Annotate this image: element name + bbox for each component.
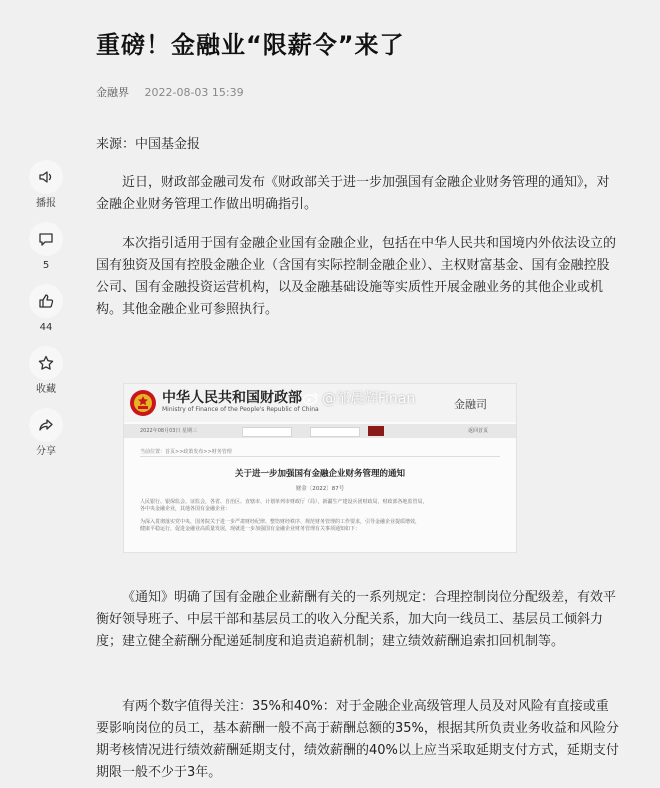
doc-search-box: [242, 427, 292, 437]
doc-breadcrumb: 当前位置：首页>>政策发布>>财务管理: [140, 449, 232, 455]
doc-title: 关于进一步加强国有金融企业财务管理的通知: [234, 469, 405, 479]
comment-icon: [29, 222, 63, 256]
national-emblem-icon: [128, 388, 158, 418]
doc-text-line: 各中央金融企业，其他各国有金融企业：: [140, 506, 231, 512]
paragraph-3: 《通知》明确了国有金融企业薪酬有关的一系列规定：合理控制岗位分配级差，有效平衡好领导班子、中层干部和基层员工的收入分配关系，加大向一线员工、基层员工倾斜力度；建立健全薪酬分配递延制度和追责追薪机制；建立绩效薪酬追索扣回机制等。: [96, 590, 617, 649]
doc-department: 金融司: [454, 398, 487, 411]
like-count: 44: [39, 322, 53, 333]
doc-text-line: 人民银行、银保监会、证监会，各省、自治区、直辖市、计划单列市财政厅（局），新疆生产建设兵团财政局，财政部各地监管局，: [140, 499, 428, 505]
doc-ministry-name-en: Ministry of Finance of the People's Republic of China: [162, 406, 319, 413]
doc-text-line: 健康平稳运行，促进金融业高质量发展，现就进一步加强国有金融企业财务管理有关事项通知如下：: [140, 526, 361, 532]
action-sidebar: [20, 160, 72, 470]
watermark-text: @邹晨辉Finan: [322, 391, 416, 407]
favorite-button[interactable]: [20, 346, 72, 408]
weibo-icon: [302, 391, 320, 405]
like-button[interactable]: [20, 284, 72, 346]
publish-time: 2022-08-03 15:39: [144, 86, 244, 99]
paragraph-4: 有两个数字值得关注：35%和40%：对于金融企业高级管理人员及对风险有直接或重要影响岗位的员工，基本薪酬一般不高于薪酬总额的35%，根据其所负责业务收益和风险分期考核情况进行绩效薪酬延期支付，绩效薪酬的40%以上应当采取延期支付方式，延期支付期限一般不少于3年。: [96, 699, 619, 780]
article-source: 来源：中国基金报: [96, 137, 201, 152]
favorite-label: 收藏: [36, 384, 56, 395]
paragraph-2: 本次指引适用于国有金融企业国有金融企业，包括在中华人民共和国境内外依法设立的国有独资及国有控股金融企业（含国有实际控制金融企业）、主权财富基金、国有金融控股公司、国有金融投资运营机构，以及金融基础设施等实质性开展金融业务的其他企业或机构。其他金融企业可参照执行。: [96, 236, 617, 317]
doc-search-select: [310, 427, 360, 437]
broadcast-label: 播报: [36, 198, 56, 209]
share-button[interactable]: [20, 408, 72, 470]
thumbs-up-icon: [29, 284, 63, 318]
comment-button[interactable]: [20, 222, 72, 284]
doc-search-button: [368, 426, 384, 436]
paragraph-1: 近日，财政部金融司发布《财政部关于进一步加强国有金融企业财务管理的通知》，对金融企业财务管理工作做出明确指引。: [96, 175, 610, 212]
doc-return-home: 返回首页: [468, 428, 489, 434]
speaker-icon: [29, 160, 63, 194]
doc-divider: [140, 456, 500, 457]
comment-count: 5: [42, 260, 50, 271]
broadcast-button[interactable]: [20, 160, 72, 222]
doc-number: 财金〔2022〕87号: [295, 486, 345, 492]
star-icon: [29, 346, 63, 380]
doc-text-line: 为深入贯彻落实党中央、国务院关于进一步严肃财经纪律、整饬财经秩序、规范财务管理的工作要求，引导金融企业提质增效，: [140, 519, 421, 525]
author-link[interactable]: 金融界: [96, 86, 129, 99]
doc-ministry-name: 中华人民共和国财政部: [162, 390, 302, 406]
document-screenshot-image: [124, 384, 516, 552]
article-meta: [96, 84, 244, 100]
share-icon: [29, 408, 63, 442]
doc-date: 2022年08月03日 星期三: [140, 428, 198, 434]
weibo-watermark: [302, 388, 415, 408]
article-title: 重磅！金融业“限薪令”来了: [96, 31, 405, 59]
share-label: 分享: [36, 446, 56, 457]
